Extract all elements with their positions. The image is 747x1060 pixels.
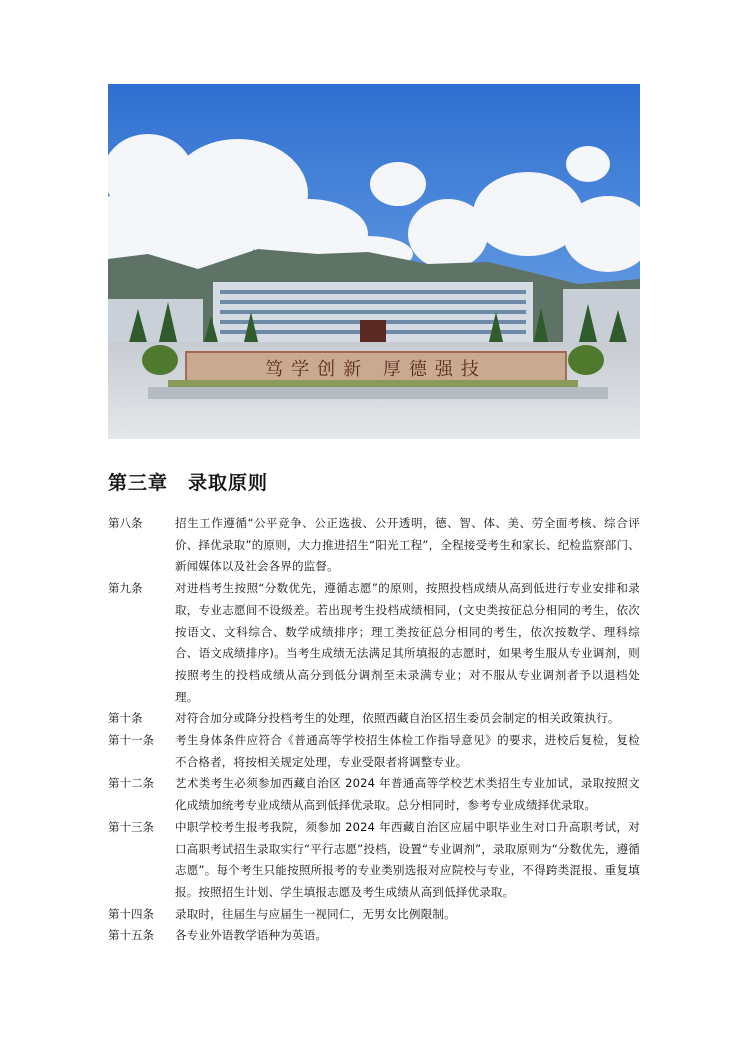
campus-photo-illustration — [108, 84, 640, 439]
article-list — [108, 513, 640, 947]
article-number: 第十四条 — [108, 906, 154, 921]
article-15 — [108, 925, 640, 947]
shrub-left — [142, 345, 178, 375]
plinth — [148, 387, 608, 399]
article-12 — [108, 773, 640, 816]
article-text: 考生身体条件应符合《普通高等学校招生体检工作指导意见》的要求，进校后复检，复检不合格者，将按相关规定处理，专业受限者将调整专业。 — [175, 733, 640, 769]
campus-photo — [108, 84, 640, 439]
article-number: 第十条 — [108, 711, 143, 726]
article-text: 录取时，往届生与应届生一视同仁，无男女比例限制。 — [175, 906, 456, 921]
article-number: 第九条 — [108, 581, 143, 596]
article-text: 艺术类考生必须参加西藏自治区 2024 年普通高等学校艺术类招生专业加试，录取按照文化成绩加统考专业成绩从高到低择优录取。总分相同时，参考专业成绩择优录取。 — [175, 776, 640, 813]
article-text: 中职学校考生报考我院，须参加 2024 年西藏自治区应届中职毕业生对口升高职考试，对口高职考试招生录取实行“平行志愿”投档，设置“专业调剂”，录取原则为“分数优先，遵循志愿”。每个考生只能按照所报考的专业类别选报对应院校与专业，不得跨类混报、重复填报。按照招生计划、学生填报志愿及考生成绩从高到低择优录取。 — [175, 819, 640, 899]
article-10 — [108, 708, 640, 730]
article-13 — [108, 817, 640, 904]
chapter-title: 第三章 录取原则 — [108, 472, 269, 494]
motto-wall-text: 笃学创新 厚德强技 — [265, 359, 487, 380]
article-text: 对符合加分或降分投档考生的处理，依照西藏自治区招生委员会制定的相关政策执行。 — [175, 711, 620, 726]
article-text: 对进档考生按照“分数优先，遵循志愿”的原则，按照投档成绩从高到低进行专业安排和录取，专业志愿间不设级差。若出现考生投档成绩相同，(文史类按征总分相同的考生，依次按语文、文科综合、数学成绩排序；理工类按征总分相同的考生，依次按数学、理科综合、语文成绩排序)。当考生成绩无法满足其所填报的志愿时，如果考生服从专业调剂，则按照考生的投档成绩从高分到低分调剂至未录满专业；对不服从专业调剂者予以退档处理。 — [175, 581, 640, 704]
article-number: 第八条 — [108, 516, 143, 530]
entrance — [360, 320, 386, 344]
article-11 — [108, 730, 640, 773]
article-14 — [108, 904, 640, 926]
right-building — [563, 289, 640, 344]
article-8 — [108, 513, 640, 578]
left-building — [108, 299, 203, 344]
article-number: 第十五条 — [108, 928, 154, 943]
article-number: 第十二条 — [108, 776, 154, 791]
article-text: 招生工作遵循“公平竞争、公正选拔、公开透明，德、智、体、美、劳全面考核、综合评价、择优录取”的原则，大力推进招生“阳光工程”，全程接受考生和家长、纪检监察部门、新闻媒体以及社会各界的监督。 — [175, 516, 640, 574]
article-9 — [108, 578, 640, 708]
shrub-right — [568, 345, 604, 375]
article-number: 第十三条 — [108, 819, 154, 834]
article-text: 各专业外语教学语种为英语。 — [175, 928, 328, 943]
article-number: 第十一条 — [108, 733, 154, 748]
